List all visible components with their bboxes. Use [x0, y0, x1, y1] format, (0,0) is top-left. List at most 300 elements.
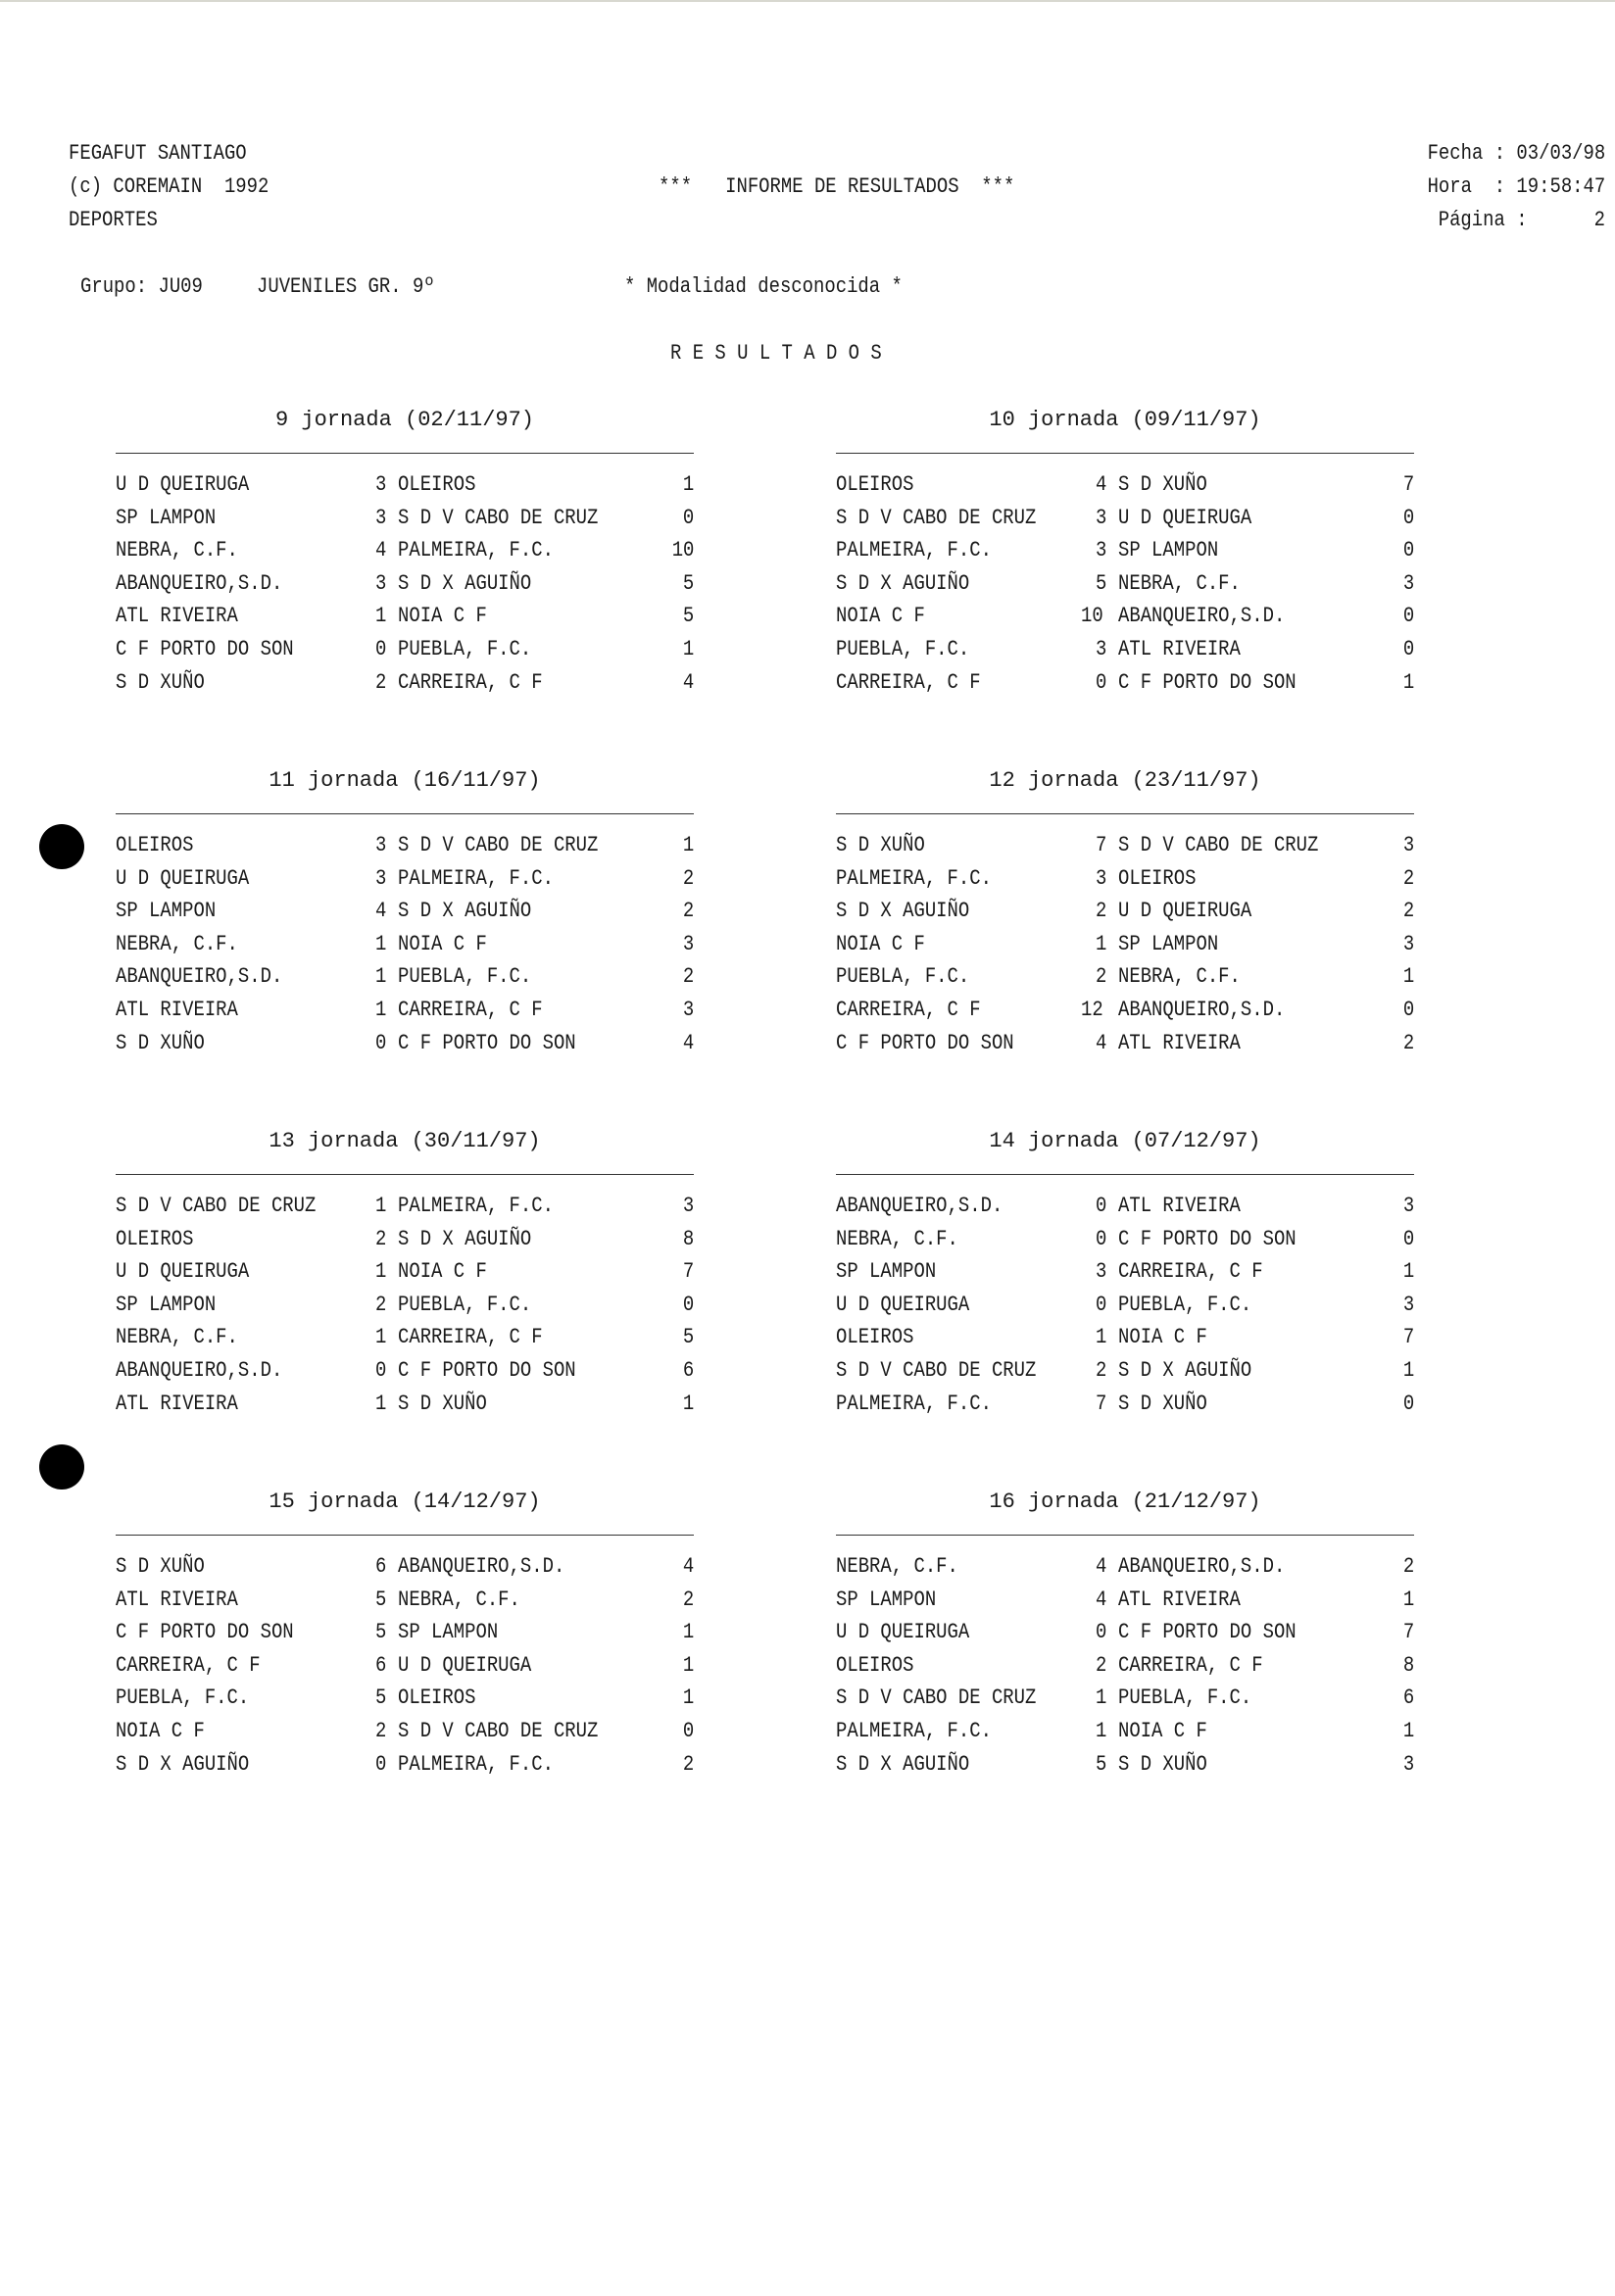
away-team: PALMEIRA, F.C. — [398, 1194, 554, 1218]
away-team: OLEIROS — [398, 472, 476, 497]
away-team: NOIA C F — [1118, 1719, 1207, 1743]
away-team: NOIA C F — [398, 931, 487, 956]
home-team: SP LAMPON — [836, 1259, 937, 1285]
away-score: 2 — [682, 1587, 694, 1612]
home-team: SP LAMPON — [116, 1292, 217, 1317]
home-team: C F PORTO DO SON — [116, 637, 294, 661]
home-team: PALMEIRA, F.C. — [836, 538, 992, 563]
header-copyright: (c) COREMAIN 1992 — [69, 174, 269, 199]
jornada-title: 11 jornada (16/11/97) — [269, 768, 541, 793]
jornada-rule — [116, 1535, 694, 1536]
home-team: S D X AGUIÑO — [836, 1751, 970, 1777]
away-team: ABANQUEIRO,S.D. — [1118, 998, 1286, 1022]
match-row — [116, 1225, 694, 1254]
away-team: S D V CABO DE CRUZ — [1118, 833, 1319, 857]
match-row — [116, 1192, 694, 1221]
match-row — [836, 1750, 1414, 1780]
home-score: 3 — [1096, 505, 1107, 530]
header-fecha: Fecha : 03/03/98 — [1427, 141, 1605, 166]
home-score: 4 — [375, 538, 387, 563]
away-team: S D XUÑO — [1118, 1751, 1207, 1777]
jornada-title: 10 jornada (09/11/97) — [989, 408, 1261, 432]
home-team: SP LAMPON — [836, 1587, 937, 1612]
away-score: 3 — [1402, 1751, 1414, 1777]
away-score: 2 — [1402, 865, 1414, 891]
away-score: 6 — [682, 1358, 694, 1383]
away-team: PUEBLA, F.C. — [1118, 1685, 1252, 1711]
home-score: 4 — [1096, 1030, 1107, 1055]
jornada-title: 9 jornada (02/11/97) — [274, 408, 535, 432]
away-score: 2 — [1402, 899, 1414, 924]
home-score: 0 — [1096, 1194, 1107, 1218]
away-team: NOIA C F — [1118, 1325, 1207, 1350]
away-team: ATL RIVEIRA — [1118, 637, 1241, 661]
away-team: SP LAMPON — [1118, 931, 1219, 956]
home-team: SP LAMPON — [116, 899, 217, 924]
match-row — [836, 668, 1414, 698]
jornada-title: 15 jornada (14/12/97) — [269, 1490, 541, 1514]
home-team: U D QUEIRUGA — [836, 1620, 970, 1645]
match-row — [116, 569, 694, 599]
jornada-rule — [116, 453, 694, 454]
away-score: 1 — [682, 1652, 694, 1678]
home-team: S D X AGUIÑO — [836, 570, 970, 596]
home-score: 2 — [1096, 1358, 1107, 1383]
match-row — [116, 996, 694, 1025]
away-team: CARREIRA, C F — [1118, 1259, 1263, 1285]
jornada-rule — [116, 813, 694, 814]
match-row — [116, 1323, 694, 1352]
away-team: S D X AGUIÑO — [398, 899, 532, 924]
home-score: 3 — [375, 505, 387, 530]
jornada-rule — [836, 1535, 1414, 1536]
home-team: CARREIRA, C F — [836, 669, 981, 695]
home-score: 0 — [1096, 1292, 1107, 1317]
home-score: 5 — [1096, 570, 1107, 596]
match-row — [836, 1192, 1414, 1221]
match-row — [116, 962, 694, 992]
group-code: Grupo: JU09 — [80, 274, 203, 299]
away-team: CARREIRA, C F — [398, 998, 543, 1022]
away-score: 1 — [682, 833, 694, 857]
home-score: 1 — [375, 1391, 387, 1416]
away-team: NEBRA, C.F. — [1118, 964, 1241, 990]
away-team: C F PORTO DO SON — [398, 1358, 576, 1383]
match-row — [116, 1651, 694, 1681]
home-score: 6 — [375, 1652, 387, 1678]
away-score: 3 — [1402, 1194, 1414, 1218]
home-team: U D QUEIRUGA — [116, 865, 250, 891]
away-score: 1 — [1402, 1358, 1414, 1383]
away-team: PALMEIRA, F.C. — [398, 865, 554, 891]
home-team: S D V CABO DE CRUZ — [836, 505, 1037, 530]
home-score: 3 — [1096, 538, 1107, 563]
scan-edge-line — [0, 0, 1615, 2]
match-row — [116, 1356, 694, 1386]
jornada-block — [836, 406, 1414, 700]
match-row — [836, 1029, 1414, 1058]
home-team: ATL RIVEIRA — [116, 604, 238, 629]
home-score: 1 — [375, 931, 387, 956]
match-row — [836, 1717, 1414, 1746]
home-team: ABANQUEIRO,S.D. — [836, 1194, 1003, 1218]
home-team: PALMEIRA, F.C. — [836, 1391, 992, 1416]
away-team: ATL RIVEIRA — [1118, 1587, 1241, 1612]
away-team: S D X AGUIÑO — [398, 1226, 532, 1251]
match-row — [116, 536, 694, 565]
away-score: 1 — [682, 637, 694, 661]
home-team: ATL RIVEIRA — [116, 1587, 238, 1612]
away-score: 10 — [671, 538, 694, 563]
away-score: 1 — [682, 1391, 694, 1416]
match-row — [116, 1750, 694, 1780]
home-score: 7 — [1096, 833, 1107, 857]
home-score: 1 — [1096, 1719, 1107, 1743]
match-row — [836, 536, 1414, 565]
home-score: 2 — [1096, 964, 1107, 990]
away-team: PUEBLA, F.C. — [398, 964, 532, 990]
away-team: NEBRA, C.F. — [398, 1587, 520, 1612]
home-score: 2 — [375, 1719, 387, 1743]
home-team: OLEIROS — [116, 1226, 194, 1251]
home-team: PUEBLA, F.C. — [116, 1685, 250, 1711]
away-score: 1 — [682, 1685, 694, 1711]
away-score: 0 — [1402, 538, 1414, 563]
home-score: 4 — [1096, 472, 1107, 497]
away-team: PUEBLA, F.C. — [398, 637, 532, 661]
away-score: 3 — [1402, 570, 1414, 596]
match-row — [836, 1356, 1414, 1386]
away-score: 8 — [682, 1226, 694, 1251]
away-score: 1 — [1402, 964, 1414, 990]
away-score: 2 — [1402, 1030, 1414, 1055]
away-team: OLEIROS — [1118, 865, 1197, 891]
away-score: 0 — [1402, 637, 1414, 661]
home-team: PALMEIRA, F.C. — [836, 1719, 992, 1743]
home-team: NEBRA, C.F. — [116, 1325, 238, 1350]
home-score: 4 — [1096, 1587, 1107, 1612]
away-score: 4 — [682, 1554, 694, 1579]
match-row — [836, 602, 1414, 631]
away-team: CARREIRA, C F — [398, 669, 543, 695]
away-score: 7 — [1402, 1620, 1414, 1645]
home-team: ATL RIVEIRA — [116, 998, 238, 1022]
match-row — [836, 1651, 1414, 1681]
away-score: 7 — [1402, 472, 1414, 497]
home-team: ABANQUEIRO,S.D. — [116, 570, 283, 596]
match-row — [116, 1717, 694, 1746]
home-score: 5 — [375, 1587, 387, 1612]
away-score: 5 — [682, 570, 694, 596]
away-score: 1 — [682, 472, 694, 497]
home-team: CARREIRA, C F — [116, 1652, 261, 1678]
home-team: C F PORTO DO SON — [836, 1030, 1014, 1055]
home-score: 4 — [1096, 1554, 1107, 1579]
away-score: 0 — [682, 505, 694, 530]
home-score: 3 — [1096, 637, 1107, 661]
home-score: 1 — [1096, 1685, 1107, 1711]
away-team: C F PORTO DO SON — [398, 1030, 576, 1055]
jornada-title: 16 jornada (21/12/97) — [989, 1490, 1261, 1514]
away-score: 3 — [682, 1194, 694, 1218]
home-team: CARREIRA, C F — [836, 998, 981, 1022]
home-score: 3 — [375, 833, 387, 857]
away-team: S D X AGUIÑO — [398, 570, 532, 596]
away-score: 2 — [682, 865, 694, 891]
away-team: CARREIRA, C F — [1118, 1652, 1263, 1678]
jornada-title: 12 jornada (23/11/97) — [989, 768, 1261, 793]
away-score: 5 — [682, 1325, 694, 1350]
match-row — [116, 1586, 694, 1615]
home-score: 1 — [1096, 931, 1107, 956]
match-row — [836, 897, 1414, 926]
home-score: 1 — [375, 1325, 387, 1350]
home-team: NEBRA, C.F. — [836, 1554, 958, 1579]
away-score: 2 — [682, 964, 694, 990]
match-row — [116, 1618, 694, 1647]
away-score: 1 — [1402, 1587, 1414, 1612]
match-row — [836, 1225, 1414, 1254]
away-team: ATL RIVEIRA — [1118, 1030, 1241, 1055]
jornada-block — [116, 766, 694, 1060]
away-team: S D V CABO DE CRUZ — [398, 505, 599, 530]
home-score: 3 — [1096, 1259, 1107, 1285]
away-team: C F PORTO DO SON — [1118, 669, 1297, 695]
away-score: 2 — [682, 899, 694, 924]
home-score: 2 — [375, 1226, 387, 1251]
home-team: S D XUÑO — [836, 833, 925, 857]
away-team: PUEBLA, F.C. — [398, 1292, 532, 1317]
match-row — [116, 1390, 694, 1419]
home-team: U D QUEIRUGA — [836, 1292, 970, 1317]
home-score: 4 — [375, 899, 387, 924]
away-team: OLEIROS — [398, 1685, 476, 1711]
away-team: C F PORTO DO SON — [1118, 1620, 1297, 1645]
match-row — [116, 1029, 694, 1058]
match-row — [116, 602, 694, 631]
away-team: ABANQUEIRO,S.D. — [1118, 604, 1286, 629]
header-hora: Hora : 19:58:47 — [1427, 174, 1605, 199]
away-score: 1 — [1402, 1259, 1414, 1285]
match-row — [116, 668, 694, 698]
away-score: 8 — [1402, 1652, 1414, 1678]
away-score: 7 — [1402, 1325, 1414, 1350]
away-team: PALMEIRA, F.C. — [398, 538, 554, 563]
match-row — [836, 1323, 1414, 1352]
home-team: NOIA C F — [836, 604, 925, 629]
home-team: S D V CABO DE CRUZ — [836, 1358, 1037, 1383]
home-team: S D XUÑO — [116, 1554, 205, 1579]
home-team: PUEBLA, F.C. — [836, 637, 970, 661]
home-team: ABANQUEIRO,S.D. — [116, 964, 283, 990]
home-team: OLEIROS — [836, 1325, 914, 1350]
jornada-block — [836, 766, 1414, 1060]
home-score: 1 — [375, 604, 387, 629]
home-team: OLEIROS — [836, 472, 914, 497]
away-team: SP LAMPON — [398, 1620, 499, 1645]
home-score: 6 — [375, 1554, 387, 1579]
away-score: 1 — [682, 1620, 694, 1645]
match-row — [116, 864, 694, 894]
away-team: S D X AGUIÑO — [1118, 1358, 1252, 1383]
away-score: 0 — [682, 1719, 694, 1743]
match-row — [836, 1552, 1414, 1582]
match-row — [836, 504, 1414, 533]
home-score: 1 — [375, 1194, 387, 1218]
home-score: 10 — [1081, 604, 1103, 629]
away-team: S D V CABO DE CRUZ — [398, 1719, 599, 1743]
home-team: U D QUEIRUGA — [116, 472, 250, 497]
home-score: 3 — [1096, 865, 1107, 891]
jornada-block — [116, 1488, 694, 1782]
away-score: 0 — [682, 1292, 694, 1317]
home-team: NEBRA, C.F. — [116, 931, 238, 956]
match-row — [116, 1684, 694, 1713]
away-score: 1 — [1402, 669, 1414, 695]
jornada-rule — [836, 813, 1414, 814]
away-score: 3 — [682, 998, 694, 1022]
home-team: S D V CABO DE CRUZ — [836, 1685, 1037, 1711]
home-score: 3 — [375, 865, 387, 891]
header-org: FEGAFUT SANTIAGO — [69, 141, 247, 166]
match-row — [116, 504, 694, 533]
away-score: 0 — [1402, 505, 1414, 530]
home-score: 0 — [375, 637, 387, 661]
home-score: 2 — [1096, 1652, 1107, 1678]
match-row — [116, 831, 694, 860]
punch-hole — [39, 1444, 84, 1490]
away-team: U D QUEIRUGA — [398, 1652, 532, 1678]
home-team: S D X AGUIÑO — [836, 899, 970, 924]
away-team: C F PORTO DO SON — [1118, 1226, 1297, 1251]
away-score: 2 — [1402, 1554, 1414, 1579]
home-score: 5 — [375, 1685, 387, 1711]
match-row — [836, 996, 1414, 1025]
home-team: S D XUÑO — [116, 1030, 205, 1055]
home-score: 0 — [1096, 669, 1107, 695]
match-row — [116, 1552, 694, 1582]
away-team: NEBRA, C.F. — [1118, 570, 1241, 596]
home-team: U D QUEIRUGA — [116, 1259, 250, 1285]
match-row — [836, 569, 1414, 599]
away-score: 4 — [682, 669, 694, 695]
away-score: 3 — [682, 931, 694, 956]
match-row — [836, 962, 1414, 992]
jornada-rule — [836, 1174, 1414, 1175]
away-team: NOIA C F — [398, 1259, 487, 1285]
away-team: ATL RIVEIRA — [1118, 1194, 1241, 1218]
home-score: 5 — [1096, 1751, 1107, 1777]
match-row — [836, 831, 1414, 860]
home-team: ATL RIVEIRA — [116, 1391, 238, 1416]
home-team: S D V CABO DE CRUZ — [116, 1194, 317, 1218]
match-row — [836, 635, 1414, 664]
home-team: NOIA C F — [116, 1719, 205, 1743]
home-score: 0 — [1096, 1226, 1107, 1251]
away-team: PUEBLA, F.C. — [1118, 1292, 1252, 1317]
section-title: R E S U L T A D O S — [670, 341, 882, 366]
match-row — [836, 1257, 1414, 1287]
report-title: *** INFORME DE RESULTADOS *** — [659, 174, 1015, 199]
match-row — [836, 864, 1414, 894]
away-team: NOIA C F — [398, 604, 487, 629]
home-score: 1 — [375, 1259, 387, 1285]
away-team: S D XUÑO — [1118, 472, 1207, 497]
match-row — [836, 1684, 1414, 1713]
match-row — [116, 930, 694, 959]
home-team: ABANQUEIRO,S.D. — [116, 1358, 283, 1383]
away-team: ABANQUEIRO,S.D. — [1118, 1554, 1286, 1579]
away-team: S D V CABO DE CRUZ — [398, 833, 599, 857]
away-team: S D XUÑO — [398, 1391, 487, 1416]
home-team: SP LAMPON — [116, 505, 217, 530]
away-score: 0 — [1402, 1391, 1414, 1416]
match-row — [836, 470, 1414, 500]
home-team: NEBRA, C.F. — [836, 1226, 958, 1251]
home-team: OLEIROS — [116, 833, 194, 857]
jornada-block — [116, 1127, 694, 1421]
home-score: 1 — [375, 964, 387, 990]
away-score: 3 — [1402, 1292, 1414, 1317]
away-score: 0 — [1402, 604, 1414, 629]
header-dept: DEPORTES — [69, 208, 158, 232]
away-team: U D QUEIRUGA — [1118, 505, 1252, 530]
away-score: 0 — [1402, 998, 1414, 1022]
home-score: 0 — [375, 1358, 387, 1383]
away-team: ABANQUEIRO,S.D. — [398, 1554, 565, 1579]
punch-hole — [39, 824, 84, 869]
away-score: 3 — [1402, 931, 1414, 956]
away-team: CARREIRA, C F — [398, 1325, 543, 1350]
away-score: 0 — [1402, 1226, 1414, 1251]
match-row — [116, 897, 694, 926]
home-team: PUEBLA, F.C. — [836, 964, 970, 990]
home-team: NOIA C F — [836, 931, 925, 956]
group-name: JUVENILES GR. 9º — [257, 274, 435, 299]
match-row — [116, 1257, 694, 1287]
away-score: 1 — [1402, 1719, 1414, 1743]
match-row — [836, 1390, 1414, 1419]
home-score: 1 — [1096, 1325, 1107, 1350]
home-score: 0 — [375, 1751, 387, 1777]
home-score: 0 — [1096, 1620, 1107, 1645]
home-score: 12 — [1081, 998, 1103, 1022]
modalidad: * Modalidad desconocida * — [624, 274, 903, 299]
home-score: 7 — [1096, 1391, 1107, 1416]
home-team: C F PORTO DO SON — [116, 1620, 294, 1645]
match-row — [116, 1291, 694, 1320]
home-score: 3 — [375, 570, 387, 596]
jornada-block — [836, 1127, 1414, 1421]
home-team: OLEIROS — [836, 1652, 914, 1678]
home-score: 5 — [375, 1620, 387, 1645]
jornada-rule — [836, 453, 1414, 454]
jornada-block — [116, 406, 694, 700]
jornada-block — [836, 1488, 1414, 1782]
away-score: 5 — [682, 604, 694, 629]
away-score: 6 — [1402, 1685, 1414, 1711]
away-score: 7 — [682, 1259, 694, 1285]
away-score: 2 — [682, 1751, 694, 1777]
away-score: 3 — [1402, 833, 1414, 857]
home-score: 2 — [375, 669, 387, 695]
home-score: 3 — [375, 472, 387, 497]
jornada-title: 13 jornada (30/11/97) — [269, 1129, 541, 1153]
match-row — [836, 1586, 1414, 1615]
home-score: 1 — [375, 998, 387, 1022]
away-score: 4 — [682, 1030, 694, 1055]
jornada-title: 14 jornada (07/12/97) — [989, 1129, 1261, 1153]
